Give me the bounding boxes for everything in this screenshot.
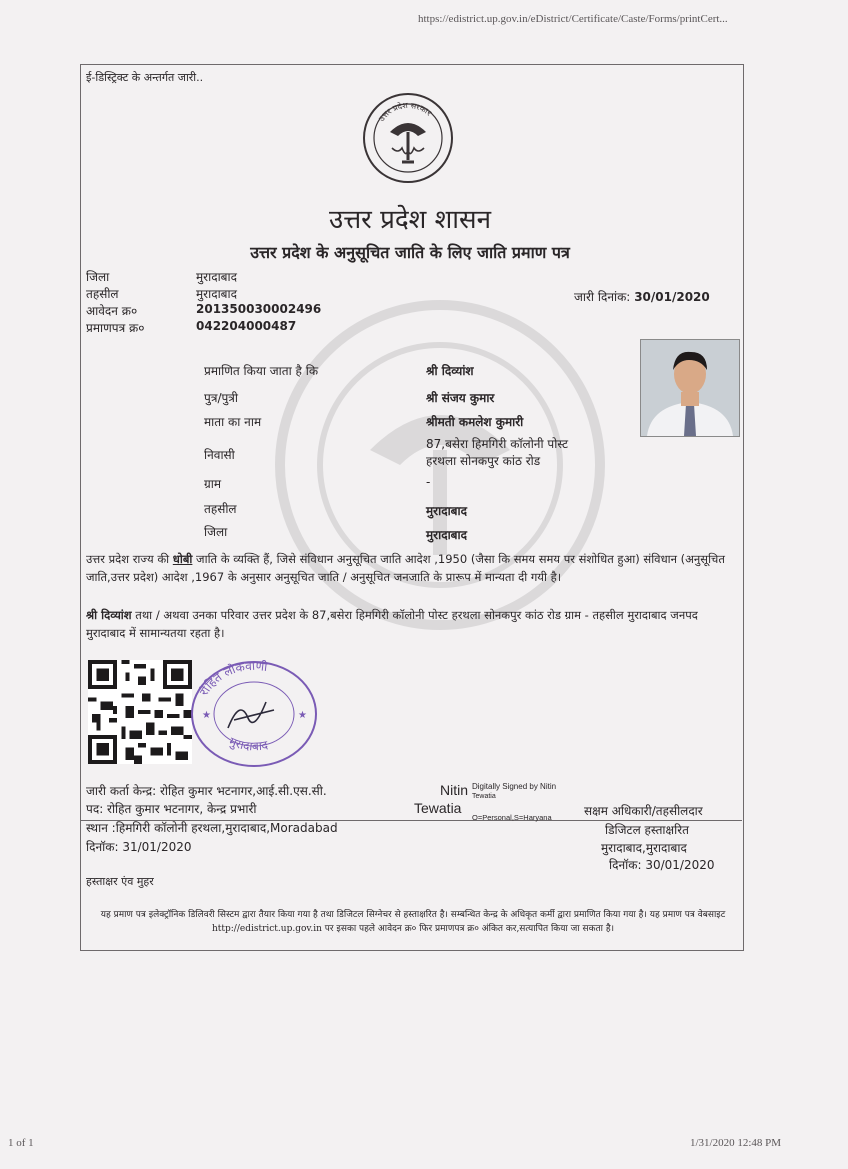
verification-note: यह प्रमाण पत्र इलेक्ट्रॉनिक डिलिवरी सिस्टम द्वारा तैयार किया गया है तथा डिजिटल सिग्नेचर से हस्ताक्षरित है। सम्बन्धित केन्द्र के अधिकृत कर्मी द्वारा प्रमाणित किया गया है। यह प्रमाण पत्र वेबसाइट http://edistrict.up.gov.in पर इसका पहले आवेदन क्र० फिर प्रमाणपत्र क्र० अंकित कर,सत्यापित किया जा सकता है। [100,910,726,934]
issue-date [574,288,710,305]
authority-digital: डिजिटल हस्ताक्षरित [605,823,689,837]
authority-date: दिनॉक: 30/01/2020 [609,858,715,872]
caste-paragraph [86,550,738,586]
meta-tehsil-label: तहसील [86,287,119,301]
meta-tehsil-value: मुरादाबाद [196,287,238,301]
certificate-title: उत्तर प्रदेश के अनुसूचित जाति के लिए जाति प्रमाण पत्र [250,243,570,262]
caste-name: धोबी [172,552,193,566]
applicant-name: श्री दिव्यांश [426,364,474,378]
certified-label: प्रमाणित किया जाता है कि [204,364,319,378]
issue-date-label: जारी दिनांक: [574,290,631,304]
issued-under: ई-डिस्ट्रिक्ट के अन्तर्गत जारी.. [86,71,204,84]
issuer-place: स्थान :हिमगिरी कॉलोनी हरथला,मुरादाबाद,Moradabad [86,821,338,835]
resident-line-1: 87,बसेरा हिमगिरी कॉलोनी पोस्ट [426,437,569,451]
para1-end: जाति के व्यक्ति हैं, जिसे संविधान अनुसूचित जाति आदेश ,1950 (जैसा कि समय समय पर संशोधित हुआ) संविधान (अनुसूचित जाति,उत्तर प्रदेश) आदेश ,1967 के अनुसार अनुसूचित जाति / अनुसूचित जनजाति के प्रारूप में मान्यता दी गयी है। [86,552,725,584]
father-name: श्री संजय कुमार [426,391,495,405]
sign-seal-label: हस्ताक्षर एंव मुहर [86,875,154,888]
mother-label: माता का नाम [204,415,262,429]
svg-text:रोहित लोकवाणी [197,659,269,698]
issuer-center: जारी कर्ता केन्द्र: रोहित कुमार भटनागर,आई.सी.एस.सी. [86,784,327,798]
village-label: ग्राम [204,477,222,491]
residence-paragraph [86,606,738,642]
para2-rest: तथा / अथवा उनका परिवार उत्तर प्रदेश के 87,बसेरा हिमगिरी कॉलोनी पोस्ट हरथला सोनकपुर कांठ रोड ग्राम - तहसील मुरादाबाद जनपद मुरादाबाद में सामान्यतया रहता है। [86,608,698,640]
svg-text:मुरादाबाद [227,734,270,753]
page-number: 1 of 1 [8,1137,34,1149]
detail-tehsil-value: मुरादाबाद [426,504,468,518]
detail-district-label: जिला [204,525,228,539]
stamp-bottom-text: मुरादाबाद [227,734,269,754]
digital-sign-by-2: Tewatia [472,793,496,800]
up-emblem-icon [362,92,454,184]
para2-name: श्री दिव्यांश [86,608,132,622]
issue-date-value: 30/01/2020 [634,290,710,304]
child-label: पुत्र/पुत्री [204,391,239,405]
applicant-photo [640,339,740,437]
svg-text:★: ★ [202,710,211,721]
village-value: - [426,475,431,489]
meta-district-label: जिला [86,270,110,284]
issuer-post: पद: रोहित कुमार भटनागर, केन्द्र प्रभारी [86,802,257,816]
meta-application-label: आवेदन क्र० [86,304,138,318]
resident-line-2: हरथला सोनकपुर कांठ रोड [426,454,541,468]
para1-start: उत्तर प्रदेश राज्य की [86,552,173,566]
detail-district-value: मुरादाबाद [426,528,468,542]
qr-code-icon [88,660,192,764]
stamp-top-text: रोहित लोकवाणी [196,658,269,699]
main-title: उत्तर प्रदेश शासन [328,205,492,235]
digital-sign-by: Digitally Signed by Nitin [472,782,557,791]
meta-certificate-label: प्रमाणपत्र क्र० [86,321,145,335]
resident-label: निवासी [204,448,235,462]
issuer-date: दिनॉक: 31/01/2020 [86,840,192,854]
svg-text:उत्तर प्रदेश सरकार: उत्तर प्रदेश सरकार [376,100,434,124]
certificate-number: 042204000487 [196,319,297,333]
digital-sign-details: O=Personal,S=Haryana [472,813,552,822]
authority-title: सक्षम अधिकारी/तहसीलदार [584,804,703,818]
center-stamp [188,658,320,770]
mother-name: श्रीमती कमलेश कुमारी [426,415,524,429]
meta-district-value: मुरादाबाद [196,270,238,284]
digital-sign-name-top: Nitin [440,782,469,798]
application-number: 201350030002496 [196,302,322,316]
detail-tehsil-label: तहसील [204,502,237,516]
print-timestamp: 1/31/2020 12:48 PM [690,1137,782,1149]
authority-place: मुरादाबाद,मुरादाबाद [601,841,687,855]
digital-sign-name-bottom: Tewatia [414,800,462,816]
svg-text:★: ★ [298,710,307,721]
print-url: https://edistrict.up.gov.in/eDistrict/Certificate/Caste/Forms/printCert... [418,13,728,25]
